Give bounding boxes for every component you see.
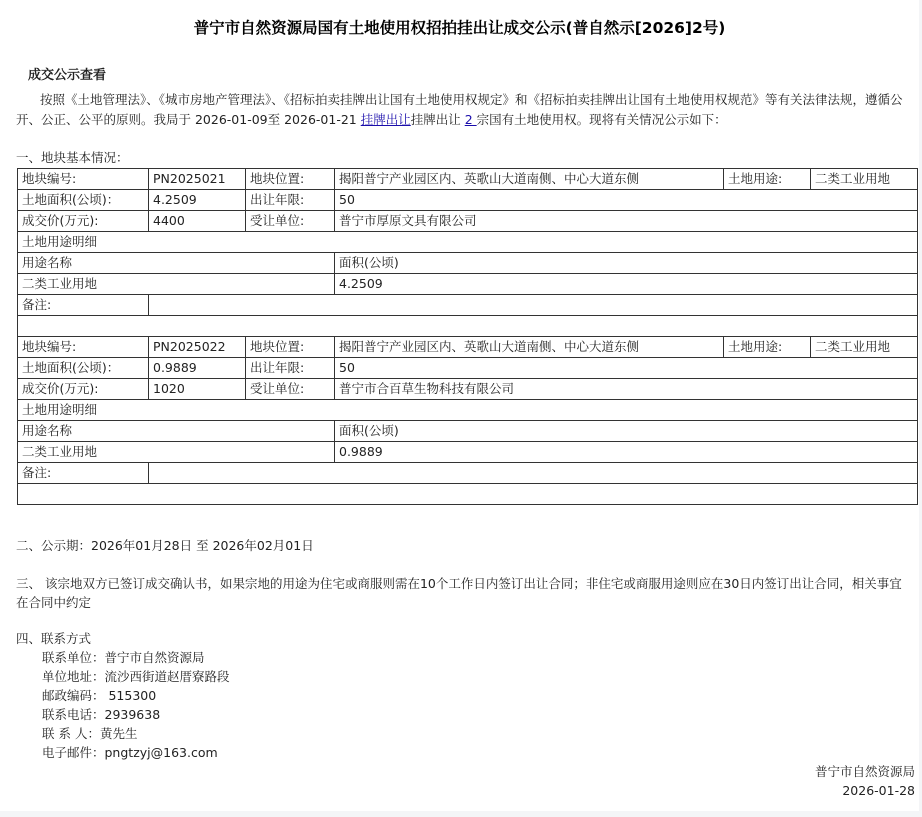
contact-email: 电子邮件：pngtzyj@163.com [42, 745, 218, 760]
signature-block [815, 762, 915, 800]
intro-text-before: 按照《土地管理法》、《城市房地产管理法》、《招标拍卖挂牌出让国有土地使用权规定》和《招标拍卖挂牌出让国有土地使用权规范》等有关法律法规，遵循公开、公正、公平的原则。我局于 2026-01-09至 2026-01-21 [16, 92, 903, 127]
plot-2-row-detail-header [18, 400, 918, 421]
remark-label: 备注: [18, 463, 149, 484]
usage-area-value: 0.9889 [335, 442, 918, 463]
location-label: 地块位置: [246, 169, 335, 190]
usage-area-value: 4.2509 [335, 274, 918, 295]
location-value: 揭阳普宁产业园区内、英歌山大道南侧、中心大道东侧 [335, 169, 724, 190]
contact-address: 单位地址：流沙西街道赵厝寮路段 [42, 669, 230, 684]
plot-2-row-detail-columns [18, 421, 918, 442]
intro-text-after: 宗国有土地使用权。现将有关情况公示如下： [476, 112, 727, 127]
term-label: 出让年限: [246, 358, 335, 379]
area-value: 4.2509 [149, 190, 246, 211]
usage-name-header: 用途名称 [18, 253, 335, 274]
plot-no-label: 地块编号: [18, 337, 149, 358]
plot-2-row-price [18, 379, 918, 400]
usage-value: 二类工业用地 [811, 169, 918, 190]
plot-count-link[interactable]: 2 [464, 112, 477, 127]
plot-2-row-basic [18, 337, 918, 358]
term-label: 出让年限: [246, 190, 335, 211]
area-value: 0.9889 [149, 358, 246, 379]
plot-1-row-area [18, 190, 918, 211]
grantee-value: 普宁市合百草生物科技有限公司 [335, 379, 918, 400]
price-label: 成交价(万元): [18, 379, 149, 400]
contact-phone: 联系电话：2939638 [42, 707, 161, 722]
grantee-label: 受让单位: [246, 211, 335, 232]
plot-separator [18, 484, 918, 505]
section-2-period: 二、公示期：2026年01月28日 至 2026年02月01日 [16, 538, 314, 553]
section-4-title: 四、联系方式 [16, 631, 92, 646]
plot-2-row-area [18, 358, 918, 379]
price-label: 成交价(万元): [18, 211, 149, 232]
price-value: 4400 [149, 211, 246, 232]
usage-label: 土地用途: [724, 337, 811, 358]
grantee-value: 普宁市厚原文具有限公司 [335, 211, 918, 232]
usage-area-header: 面积(公顷) [335, 253, 918, 274]
term-value: 50 [335, 190, 918, 211]
plot-1-row-price [18, 211, 918, 232]
usage-label: 土地用途: [724, 169, 811, 190]
contact-unit: 联系单位：普宁市自然资源局 [42, 650, 205, 665]
plot-no-value: PN2025021 [149, 169, 246, 190]
location-value: 揭阳普宁产业园区内、英歌山大道南侧、中心大道东侧 [335, 337, 724, 358]
plot-separator [18, 316, 918, 337]
usage-name-header: 用途名称 [18, 421, 335, 442]
usage-value: 二类工业用地 [811, 337, 918, 358]
remark-value [149, 295, 918, 316]
page-title: 普宁市自然资源局国有土地使用权招拍挂出让成交公示(普自然示[2026]2号) [193, 19, 726, 37]
area-label: 土地面积(公顷)： [18, 358, 149, 379]
plot-2-row-remark [18, 463, 918, 484]
plot-no-value: PN2025022 [149, 337, 246, 358]
signature-org: 普宁市自然资源局 [814, 764, 915, 779]
usage-name-value: 二类工业用地 [18, 274, 335, 295]
plot-1-row-basic [18, 169, 918, 190]
plots-table [17, 168, 918, 505]
remark-label: 备注: [18, 295, 149, 316]
plot-2-row-detail-values [18, 442, 918, 463]
price-value: 1020 [149, 379, 246, 400]
intro-text-mid: 挂牌出让 [410, 112, 465, 127]
area-label: 土地面积(公顷)： [18, 190, 149, 211]
contact-person: 联 系 人：黄先生 [42, 726, 138, 741]
grantee-label: 受让单位: [246, 379, 335, 400]
usage-detail-heading: 土地用途明细 [18, 232, 918, 253]
contact-block [42, 648, 230, 762]
separator-cell [18, 484, 918, 505]
usage-area-header: 面积(公顷) [335, 421, 918, 442]
usage-detail-heading: 土地用途明细 [18, 400, 918, 421]
remark-value [149, 463, 918, 484]
location-label: 地块位置: [246, 337, 335, 358]
intro-paragraph [16, 90, 914, 130]
plot-1-row-remark [18, 295, 918, 316]
separator-cell [18, 316, 918, 337]
page-subtitle: 成交公示查看 [28, 68, 107, 83]
section-3-terms: 三、 该宗地双方已签订成交确认书，如果宗地的用途为住宅或商服则需在10个工作日内签订出让合同；非住宅或商服用途则应在30日内签订出让合同，相关事宜在合同中约定 [16, 576, 902, 610]
plot-no-label: 地块编号: [18, 169, 149, 190]
signature-date: 2026-01-28 [842, 783, 915, 798]
plot-1-row-detail-values [18, 274, 918, 295]
contact-postcode: 邮政编码： 515300 [42, 688, 157, 703]
term-value: 50 [335, 358, 918, 379]
section-1-title: 一、地块基本情况： [16, 150, 129, 165]
plot-1-row-detail-header [18, 232, 918, 253]
plot-1-row-detail-columns [18, 253, 918, 274]
usage-name-value: 二类工业用地 [18, 442, 335, 463]
transfer-method-link[interactable]: 挂牌出让 [360, 112, 411, 127]
